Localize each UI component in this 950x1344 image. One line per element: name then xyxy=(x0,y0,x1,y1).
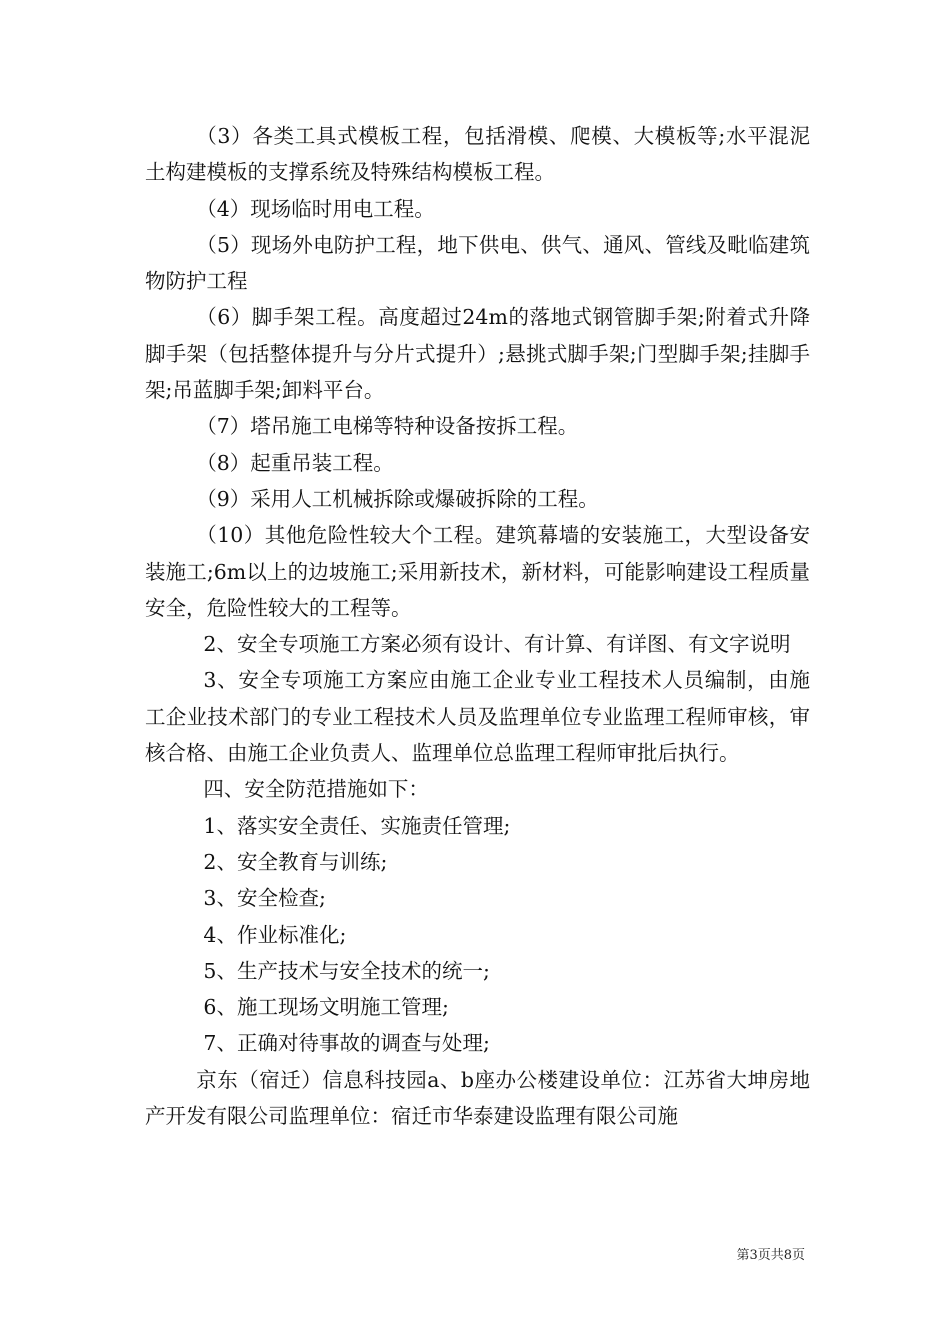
measure-item-5: 5、生产技术与安全技术的统一; xyxy=(203,958,490,983)
paragraph-item-7: （7）塔吊施工电梯等特种设备按拆工程。 xyxy=(196,414,579,439)
paragraph-point-3: 3、安全专项施工方案应由施工企业专业工程技术人员编制，由施工企业技术部门的专业工程技术人员及监理单位专业监理工程师审核，审核合格、由施工企业负责人、监理单位总监理工程师审批后执行。 xyxy=(145,668,810,766)
measure-item-3: 3、安全检查; xyxy=(203,886,326,911)
paragraph-item-4: （4）现场临时用电工程。 xyxy=(196,196,435,221)
section-heading-4: 四、安全防范措施如下： xyxy=(203,777,429,802)
page-number-footer: 第3页共8页 xyxy=(736,1248,805,1263)
measure-item-7: 7、正确对待事故的调查与处理; xyxy=(203,1031,490,1056)
paragraph-item-3: （3）各类工具式模板工程，包括滑模、爬模、大模板等;水平混泥土构建模板的支撑系统及特殊结构模板工程。 xyxy=(145,124,810,185)
document-body xyxy=(145,118,810,1134)
project-info-paragraph: 京东（宿迁）信息科技园a、b座办公楼建设单位：江苏省大坤房地产开发有限公司监理单位：宿迁市华泰建设监理有限公司施 xyxy=(145,1067,810,1129)
paragraph-item-5: （5）现场外电防护工程，地下供电、供气、通风、管线及毗临建筑物防护工程 xyxy=(145,232,810,294)
measure-item-6: 6、施工现场文明施工管理; xyxy=(203,995,449,1020)
paragraph-point-2: 2、安全专项施工方案必须有设计、有计算、有详图、有文字说明 xyxy=(203,632,791,657)
paragraph-item-8: （8）起重吊装工程。 xyxy=(196,450,394,475)
measure-item-2: 2、安全教育与训练; xyxy=(203,849,388,874)
paragraph-item-6: （6）脚手架工程。高度超过24m的落地式钢管脚手架;附着式升降脚手架（包括整体提升与分片式提升）;悬挑式脚手架;门型脚手架;挂脚手架;吊蓝脚手架;卸料平台。 xyxy=(145,305,810,403)
measure-item-4: 4、作业标准化; xyxy=(203,922,347,947)
paragraph-item-10: （10）其他危险性较大个工程。建筑幕墙的安装施工，大型设备安装施工;6m以上的边坡施工;采用新技术，新材料，可能影响建设工程质量安全，危险性较大的工程等。 xyxy=(145,523,810,620)
measure-item-1: 1、落实安全责任、实施责任管理; xyxy=(203,813,511,838)
paragraph-item-9: （9）采用人工机械拆除或爆破拆除的工程。 xyxy=(196,486,599,511)
